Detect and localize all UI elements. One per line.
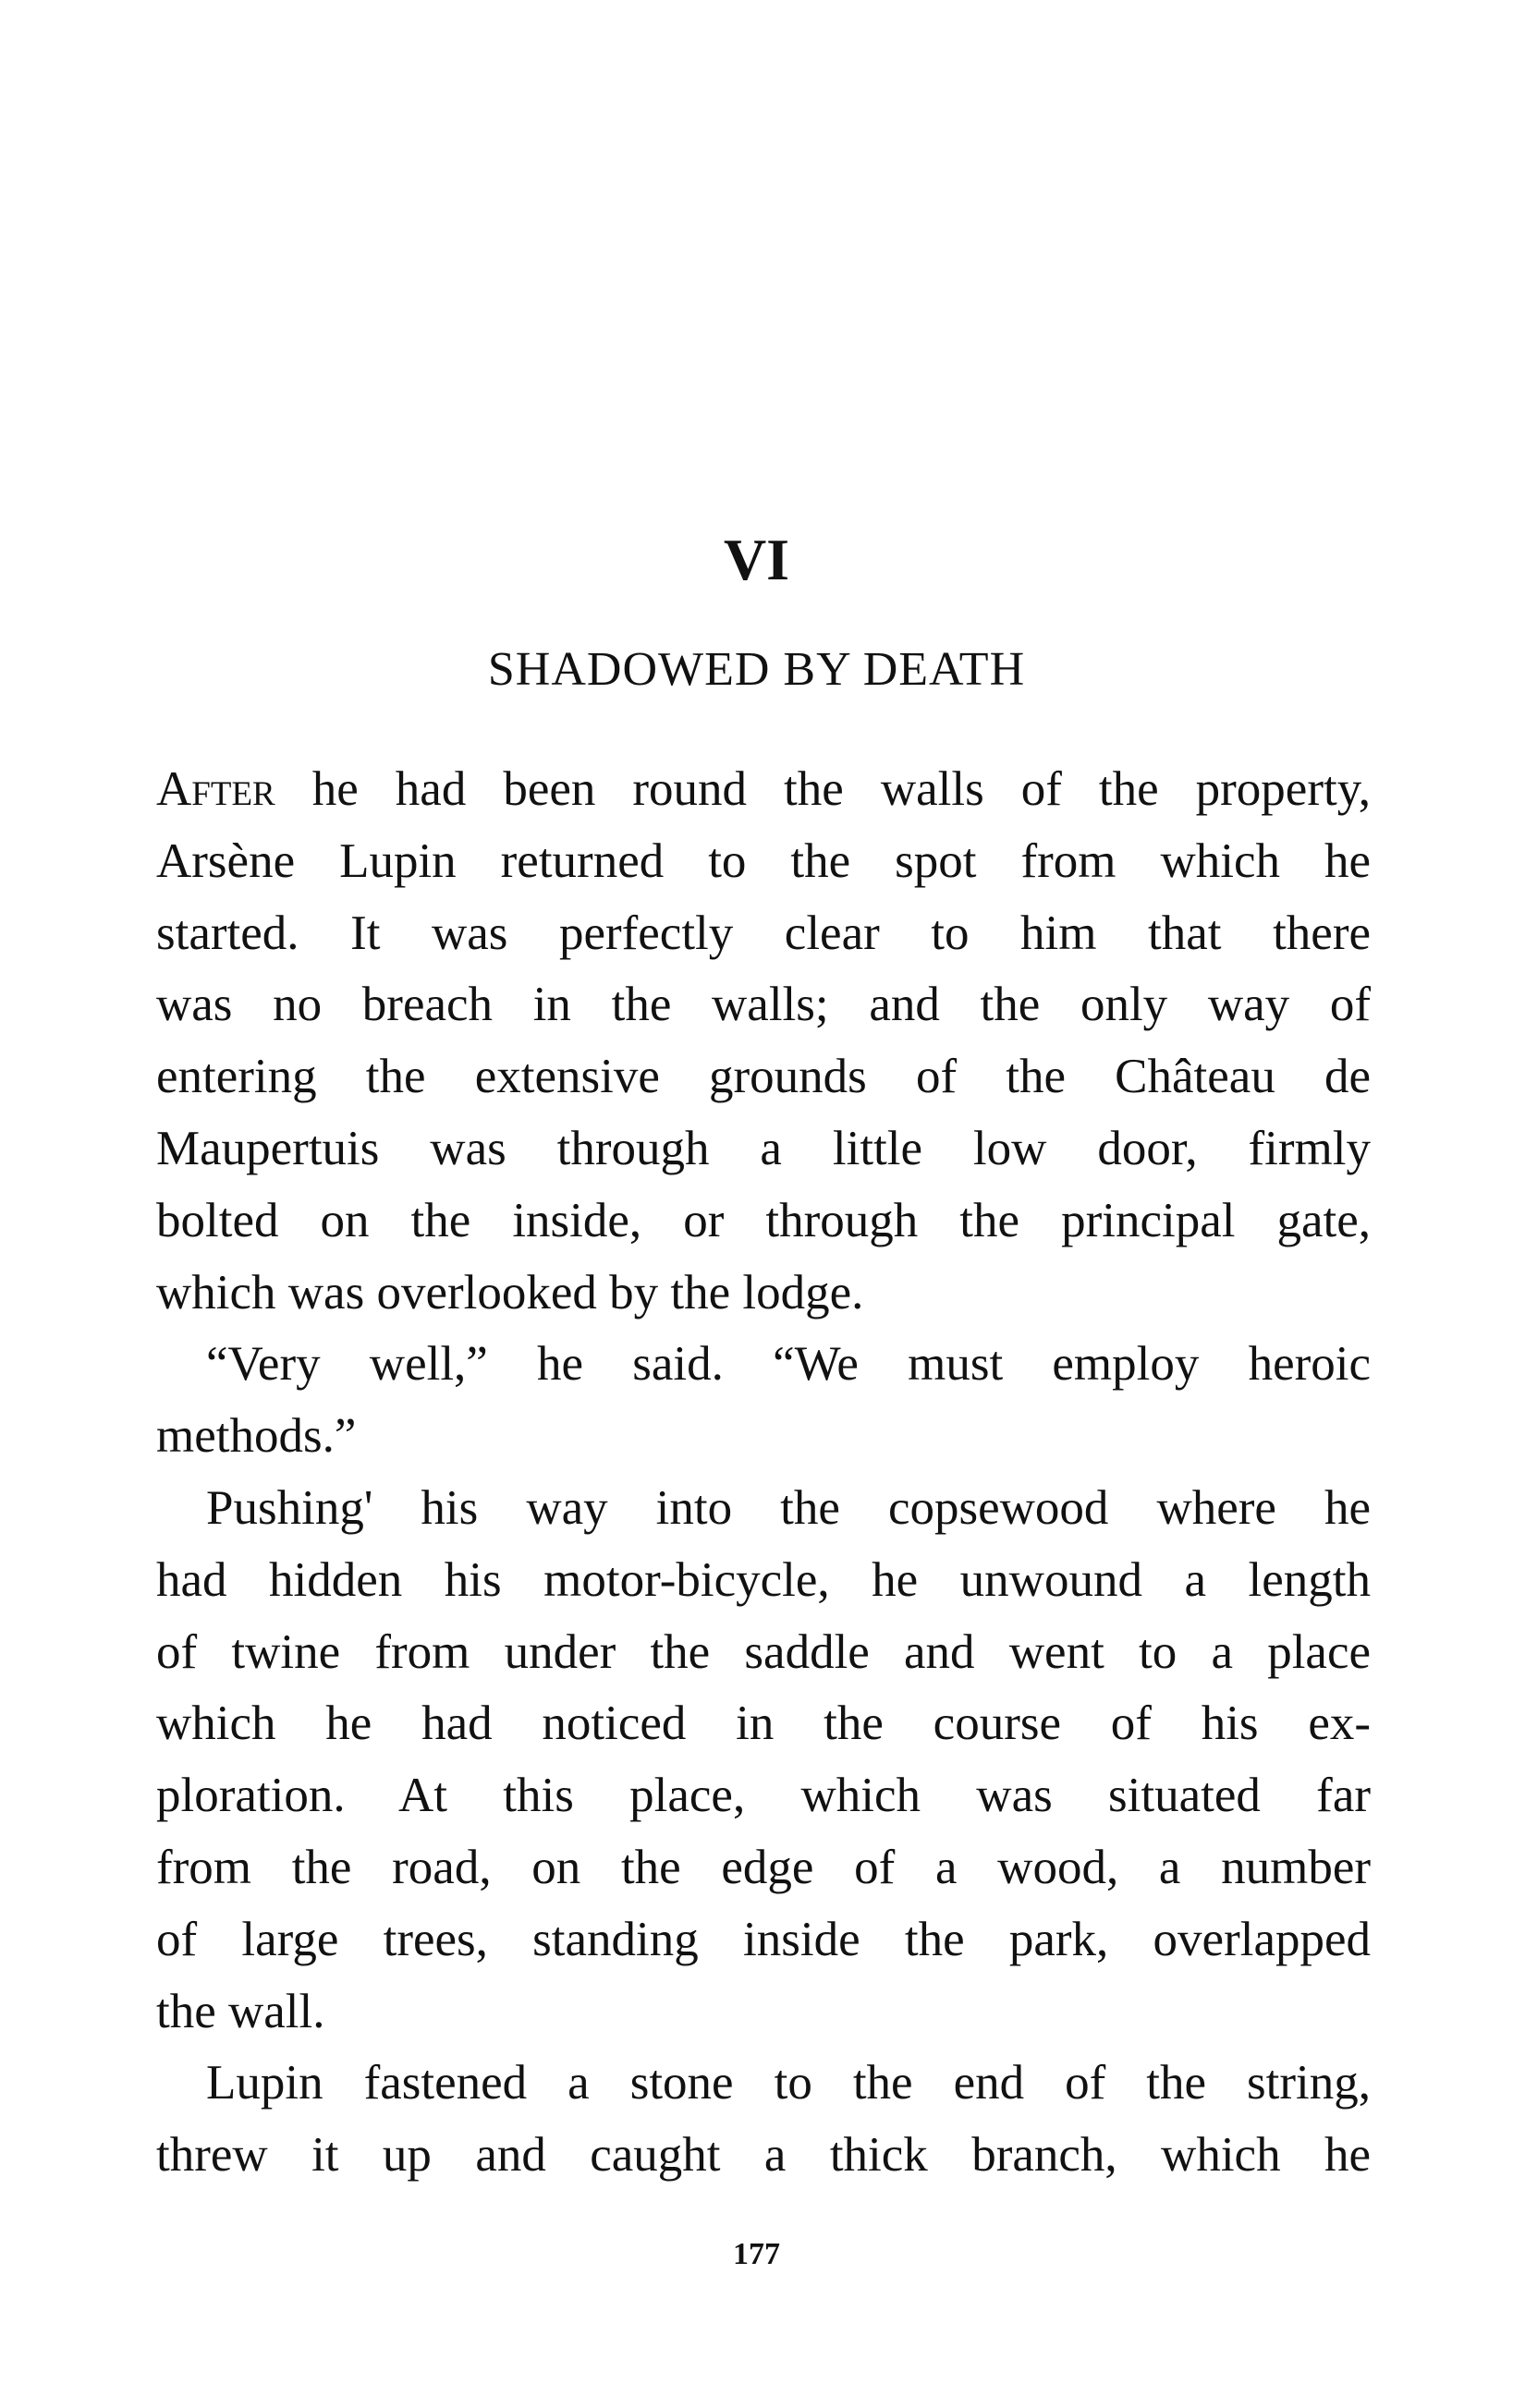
text-line: Maupertuis was through a little low door, firmly <box>156 1121 1371 1175</box>
text-line <box>156 754 1371 826</box>
paragraph <box>156 1473 1371 2048</box>
paragraph <box>156 2048 1371 2192</box>
chapter-title: SHADOWED BY DEATH <box>487 643 1026 696</box>
text-line: of large trees, standing inside the park, overlapped <box>156 1912 1371 1966</box>
text-line: bolted on the inside, or through the principal gate, <box>156 1193 1371 1247</box>
text-line: which he had noticed in the course of his ex- <box>156 1697 1371 1751</box>
text-line: which was overlooked by the lodge. <box>156 1265 864 1320</box>
text-line: had hidden his motor-bicycle, he unwound a length <box>156 1552 1371 1607</box>
text-line: from the road, on the edge of a wood, a number <box>156 1840 1371 1894</box>
text-line: entering the extensive grounds of the Château de <box>156 1050 1371 1104</box>
page-number: 177 <box>733 2237 780 2271</box>
text-line: Arsène Lupin returned to the spot from which he <box>156 833 1371 888</box>
paragraph <box>156 1329 1371 1473</box>
text-line: ploration. At this place, which was situated far <box>156 1769 1371 1823</box>
text-line: methods.” <box>156 1409 357 1464</box>
text-line: “Very well,” he said. “We must employ heroic <box>206 1337 1371 1392</box>
text-line: started. It was perfectly clear to him that there <box>156 906 1371 960</box>
text-line: of twine from under the saddle and went to a place <box>156 1624 1371 1679</box>
text-line: Pushing' his way into the copsewood where he <box>206 1480 1371 1535</box>
line-text: he had been round the walls of the property, <box>275 762 1371 816</box>
chapter-number: VI <box>723 527 790 592</box>
text-line: was no breach in the walls; and the only way of <box>156 978 1371 1032</box>
drop-word: After <box>156 762 275 816</box>
text-line: threw it up and caught a thick branch, which he <box>156 2128 1371 2183</box>
text-line: the wall. <box>156 1984 325 2038</box>
paragraph <box>156 754 1371 1329</box>
chapter-body <box>156 754 1371 2192</box>
text-line: Lupin fastened a stone to the end of the string, <box>206 2056 1371 2110</box>
